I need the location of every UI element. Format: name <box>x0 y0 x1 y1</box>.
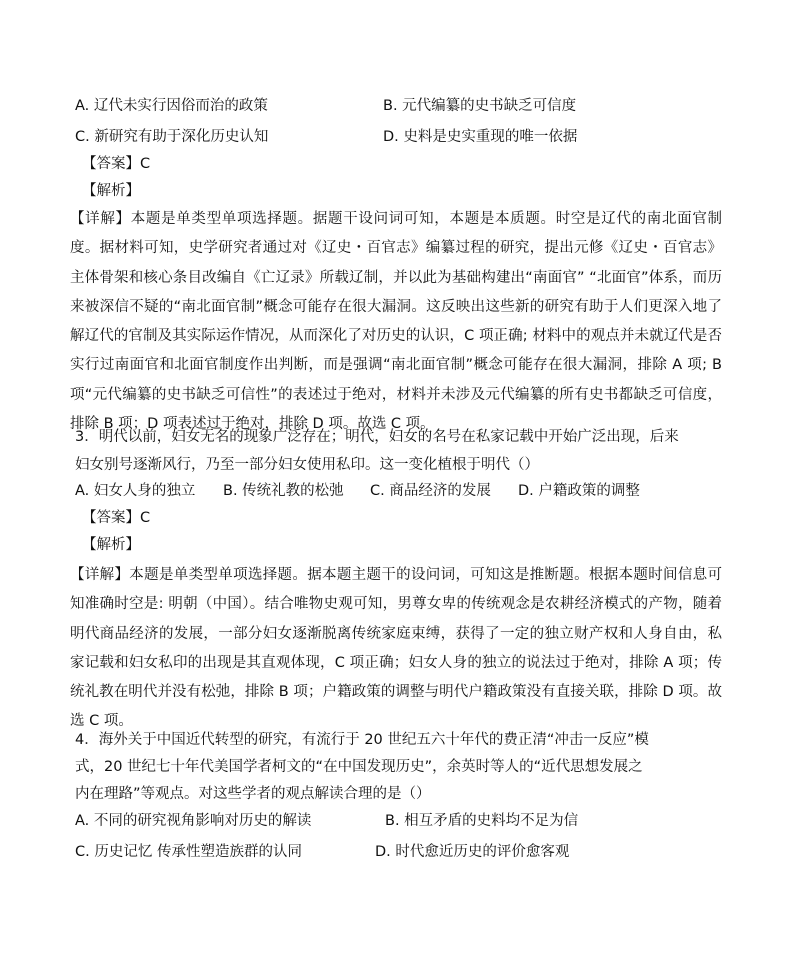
q4-option-a: A. 不同的研究视角影响对历史的解读 <box>75 813 312 829</box>
q2-answer: 【答案】C <box>82 156 151 172</box>
q3-stem-line-1: 3．明代以前，妇女无名的现象广泛存在；明代，妇女的名号在私家记载中开始广泛出现，后来 <box>75 429 679 445</box>
q3-option-c: C. 商品经济的发展 <box>370 483 491 499</box>
q3-detail: 【详解】本题是单类型单项选择题。据本题主题干的设问词，可知这是推断题。根据本题时间信息可知准确时空是: 明朝（中国）。结合唯物史观可知，男尊女卑的传统观念是农耕经济模式的产物，随着明代商品经济的发展，一部分妇女逐渐脱离传统家庭束缚，获得了一定的独立财产权和人身自由，私家记载和妇女私印的出现是其直观体现，C 项正确；妇女人身的独立的说法过于绝对，排除 A 项；传统礼教在明代并没有松弛，排除 B 项；户籍政策的调整与明代户籍政策没有直接关联，排除 D 项。故选 C 项。 <box>70 567 722 730</box>
q4-stem-line-1: 4．海外关于中国近代转型的研究，有流行于 20 世纪五六十年代的费正清“冲击一反应”模 <box>75 732 649 748</box>
q2-option-d: D. 史料是史实重现的唯一依据 <box>383 129 578 145</box>
q4-option-c: C. 历史记忆 传承性塑造族群的认同 <box>75 844 302 860</box>
q4-option-b: B. 相互矛盾的史料均不足为信 <box>385 813 579 829</box>
q3-answer: 【答案】C <box>82 510 151 526</box>
q3-option-b: B. 传统礼教的松弛 <box>223 483 344 499</box>
q2-option-a: A. 辽代未实行因俗而治的政策 <box>75 98 268 114</box>
q4-stem-line-2: 式，20 世纪七十年代美国学者柯文的“在中国发现历史”，余英时等人的“近代思想发展之 <box>75 759 643 775</box>
q2-analysis-label: 【解析】 <box>82 183 140 199</box>
q4-stem-line-3: 内在理路”等观点。对这些学者的观点解读合理的是（） <box>75 786 431 802</box>
q3-stem-line-2: 妇女别号逐渐风行，乃至一部分妇女使用私印。这一变化植根于明代（） <box>75 457 539 473</box>
q3-option-a: A. 妇女人身的独立 <box>75 483 196 499</box>
q2-option-c: C. 新研究有助于深化历史认知 <box>75 129 269 145</box>
q4-option-d: D. 时代愈近历史的评价愈客观 <box>375 844 570 860</box>
q2-option-b: B. 元代编纂的史书缺乏可信度 <box>383 98 577 114</box>
q2-detail: 【详解】本题是单类型单项选择题。据题干设问词可知，本题是本质题。时空是辽代的南北面官制度。据材料可知，史学研究者通过对《辽史・百官志》编纂过程的研究，提出元修《辽史・百官志》主体骨架和核心条目改编自《亡辽录》所载辽制，并以此为基础构建出“南面官” “北面官”体系，而历来被深信不疑的“南北面官制”概念可能存在很大漏洞。这反映出这些新的研究有助于人们更深入地了解辽代的官制及其实际运作情况，从而深化了对历史的认识，C 项正确; 材料中的观点并未就辽代是否实行过南面官和北面官制度作出判断，而是强调“南北面官制”概念可能存在很大漏洞，排除 A 项; B 项“元代编纂的史书缺乏可信性”的表述过于绝对，材料并未涉及元代编纂的所有史书都缺乏可信度，排除 B 项；D 项表述过于绝对，排除 D 项。故选 C 项。 <box>70 211 722 433</box>
q3-analysis-label: 【解析】 <box>82 537 140 553</box>
q3-option-d: D. 户籍政策的调整 <box>518 483 640 499</box>
